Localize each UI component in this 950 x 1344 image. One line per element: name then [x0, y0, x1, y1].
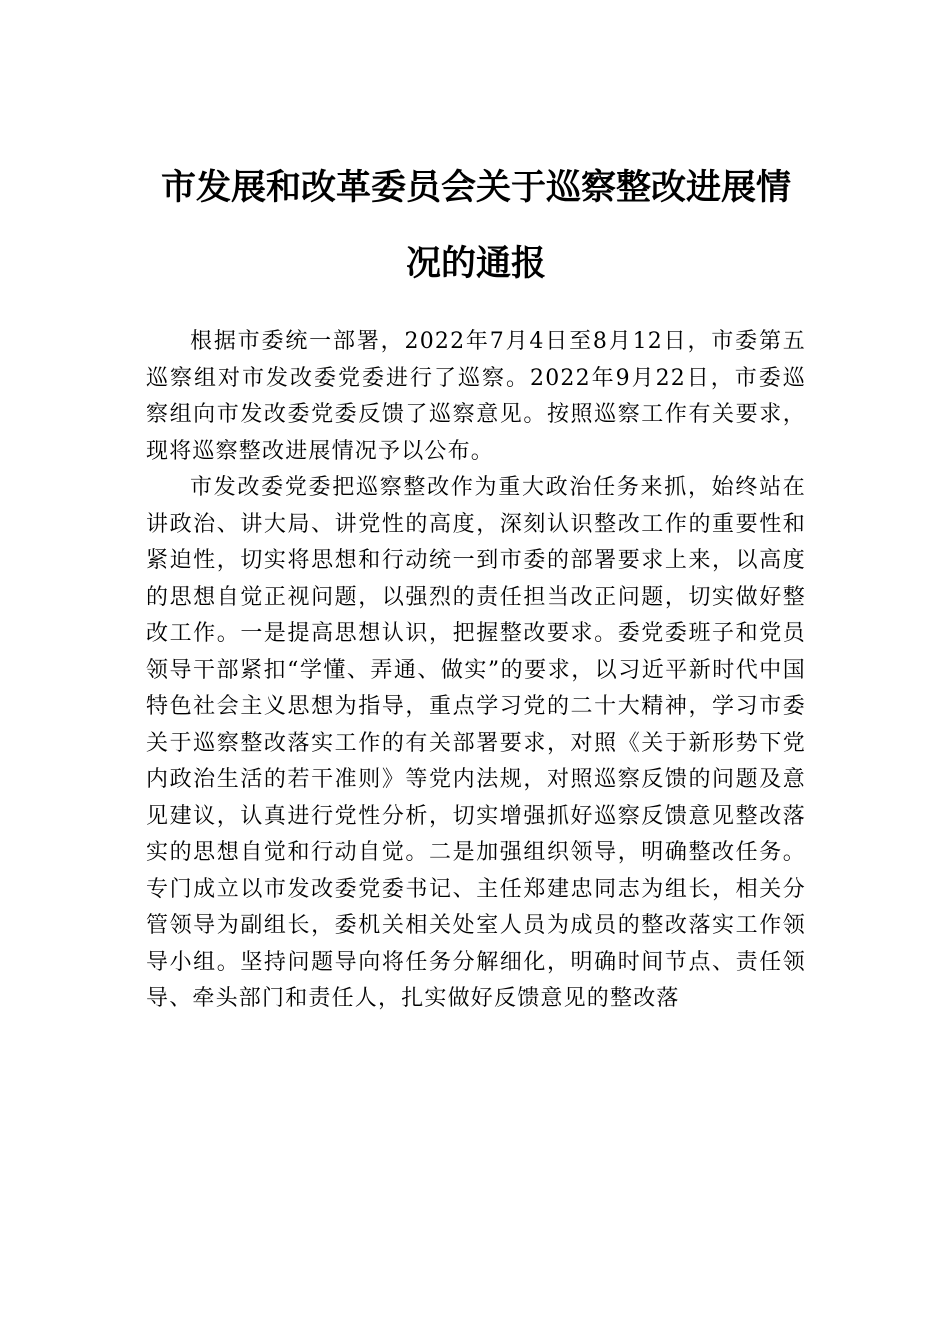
title-line-2: 况的通报	[405, 243, 546, 284]
document-body	[146, 324, 806, 1018]
document-title	[146, 150, 806, 302]
paragraph-2: 市发改委党委把巡察整改作为重大政治任务来抓，始终站在讲政治、讲大局、讲党性的高度，深刻认识整改工作的重要性和紧迫性，切实将思想和行动统一到市委的部署要求上来，以高度的思想自觉正视问题，以强烈的责任担当改正问题，切实做好整改工作。一是提高思想认识，把握整改要求。委党委班子和党员领导干部紧扣“学懂、弄通、做实”的要求，以习近平新时代中国特色社会主义思想为指导，重点学习党的二十大精神，学习市委关于巡察整改落实工作的有关部署要求，对照《关于新形势下党内政治生活的若干准则》等党内法规，对照巡察反馈的问题及意见建议，认真进行党性分析，切实增强抓好巡察反馈意见整改落实的思想自觉和行动自觉。二是加强组织领导，明确整改任务。专门成立以市发改委党委书记、主任郑建忠同志为组长，相关分管领导为副组长，委机关相关处室人员为成员的整改落实工作领导小组。坚持问题导向将任务分解细化，明确时间节点、责任领导、牵头部门和责任人，扎实做好反馈意见的整改落	[146, 475, 806, 1011]
title-line-1: 市发展和改革委员会关于巡察整改进展情	[160, 167, 791, 208]
paragraph-1: 根据市委统一部署，2022年7月4日至8月12日，市委第五巡察组对市发改委党委进行了巡察。2022年9月22日，市委巡察组向市发改委党委反馈了巡察意见。按照巡察工作有关要求，现将巡察整改进展情况予以公布。	[146, 329, 806, 464]
